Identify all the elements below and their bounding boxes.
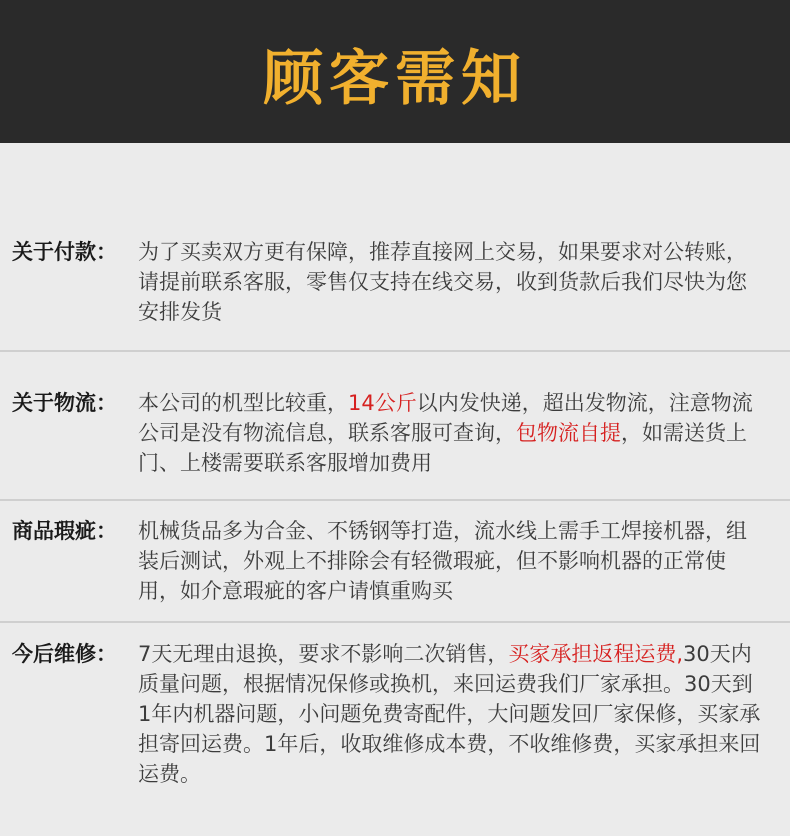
divider [0, 621, 790, 623]
divider [0, 350, 790, 352]
highlight-text: 14公斤 [348, 391, 417, 415]
section-text [138, 388, 766, 478]
text-part: 为了买卖双方更有保障，推荐直接网上交易，如果要求对公转账，请提前联系客服，零售仅支持在线交易，收到货款后我们尽快为您安排发货 [138, 240, 747, 324]
section-text [138, 516, 766, 606]
section-label: 关于付款： [12, 240, 117, 264]
section-label: 今后维修： [12, 642, 117, 666]
section-label: 关于物流： [12, 391, 117, 415]
highlight-text: 买家承担返程运费, [508, 642, 684, 666]
text-part: 30天内质量问题，根据情况保修或换机，来回运费我们厂家承担。30天到1年内机器问题，小问题免费寄配件，大问题发回厂家保修，买家承担寄回运费。1年后，收取维修成本费，不收维修费，买家承担来回运费。 [138, 642, 761, 786]
header-banner [0, 0, 790, 143]
divider [0, 499, 790, 501]
section-text [138, 639, 766, 789]
text-part: 本公司的机型比较重， [138, 391, 348, 415]
text-part: 以内发快递，超出发物流，注意物流公司是没有物流信息，联系客服可查询， [138, 391, 753, 445]
section-label: 商品瑕疵： [12, 519, 117, 543]
page-title: 顾客需知 [263, 43, 527, 114]
text-part: 机械货品多为合金、不锈钢等打造，流水线上需手工焊接机器，组装后测试，外观上不排除会有轻微瑕疵，但不影响机器的正常使用，如介意瑕疵的客户请慎重购买 [138, 519, 747, 603]
highlight-text: 包物流自提 [516, 421, 621, 445]
section-text [138, 237, 766, 327]
text-part: 7天无理由退换，要求不影响二次销售， [138, 642, 509, 666]
notice-content [0, 143, 790, 836]
text-part: ，如需送货上门、上楼需要联系客服增加费用 [138, 421, 747, 475]
